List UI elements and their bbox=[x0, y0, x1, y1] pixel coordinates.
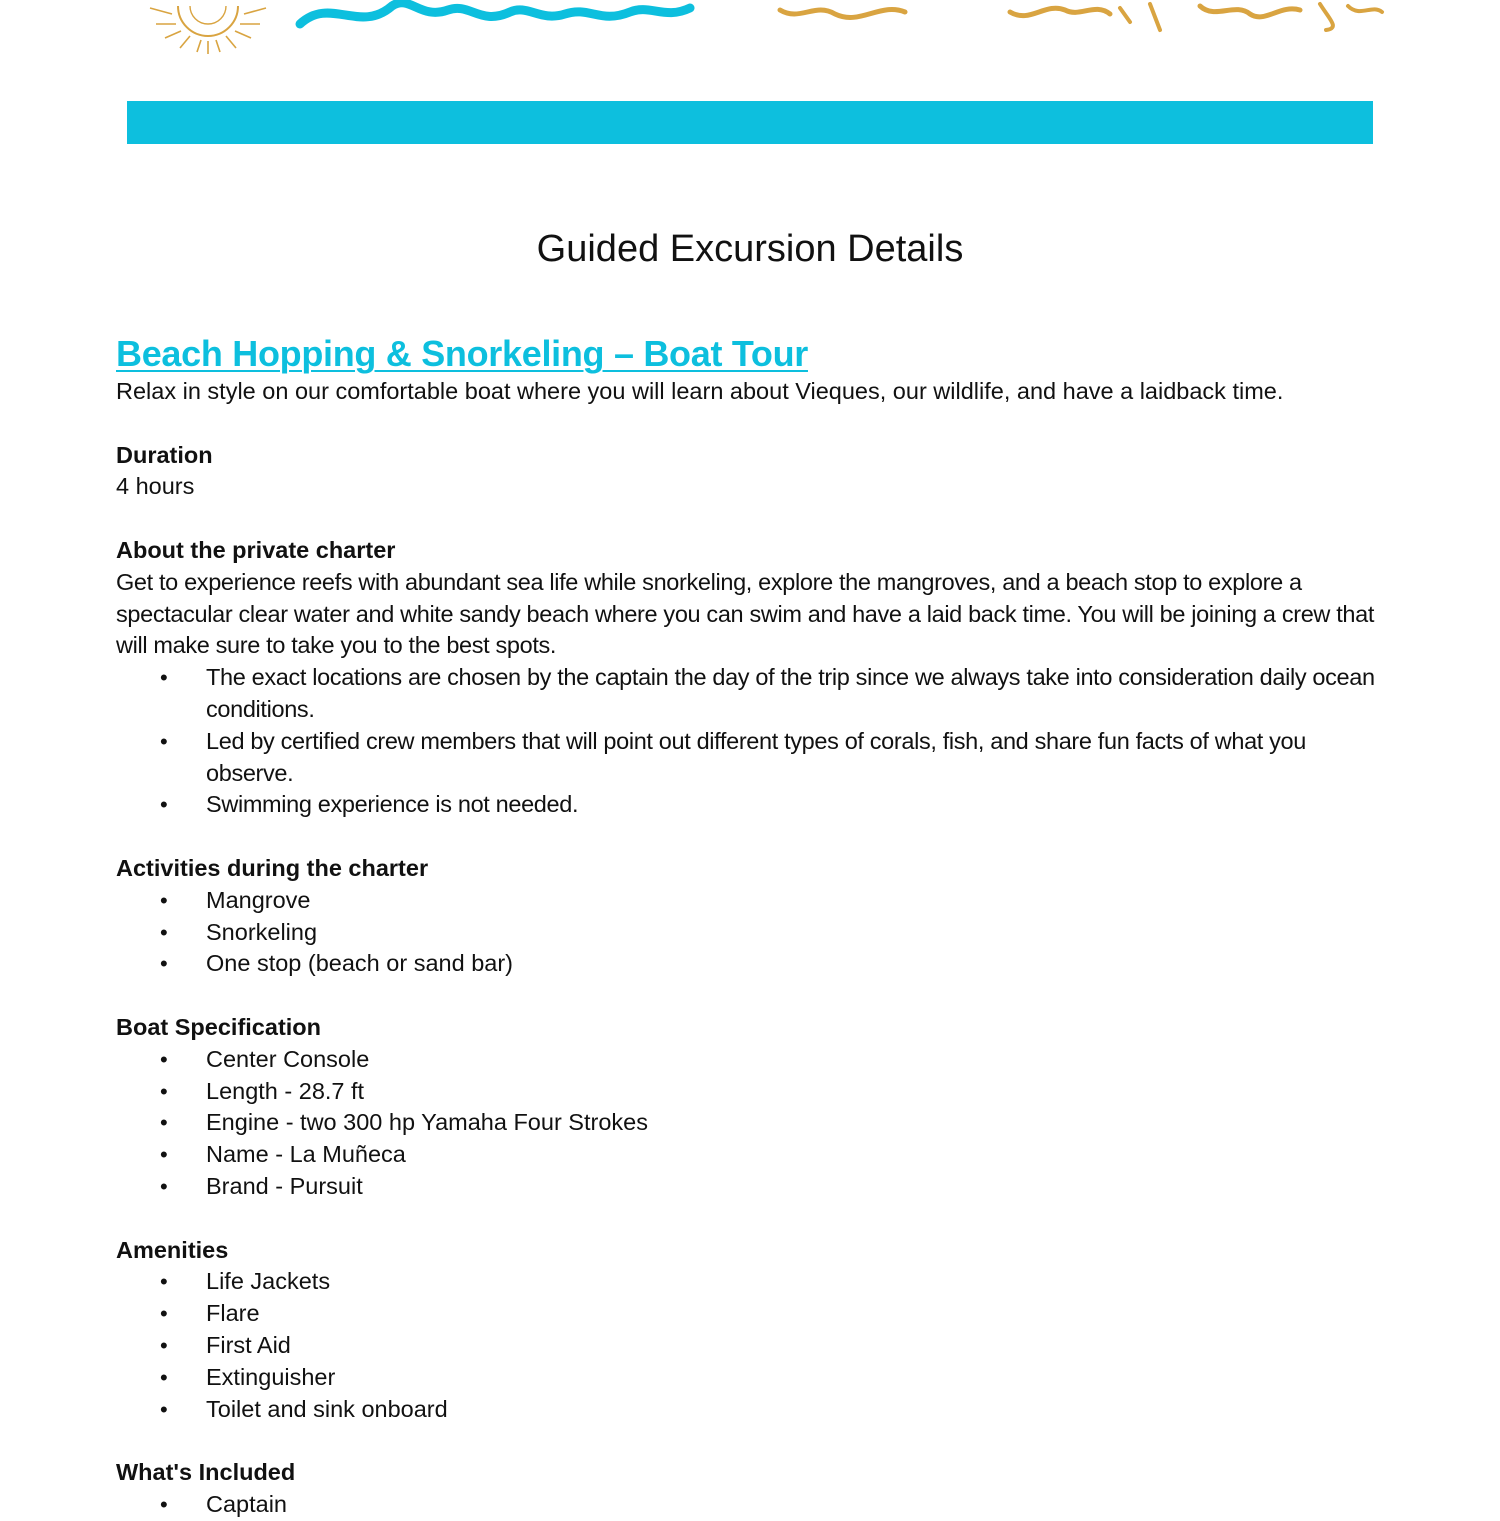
included-heading: What's Included bbox=[116, 1459, 296, 1486]
about-heading: About the private charter bbox=[116, 536, 396, 563]
duration-value: 4 hours bbox=[116, 473, 195, 500]
list-item: • Center Console bbox=[116, 1044, 1378, 1076]
duration-heading: Duration bbox=[116, 441, 213, 468]
list-item: • The exact locations are chosen by the captain the day of the trip since we always take into consideration daily ocean conditions. bbox=[116, 662, 1378, 726]
logo-header bbox=[0, 0, 1500, 60]
list-item: • First Aid bbox=[116, 1330, 1378, 1362]
about-text: Get to experience reefs with abundant sea life while snorkeling, explore the mangroves, and a beach stop to explore a spectacular clear water and white sandy beach where you can swim and have a laid back time. You will be joining a crew that will make sure to take you to the best spots. bbox=[116, 568, 1375, 659]
spacer bbox=[116, 503, 1378, 535]
list-item: • Mangrove bbox=[116, 885, 1378, 917]
list-item: • Toilet and sink onboard bbox=[116, 1394, 1378, 1426]
list-item: • Extinguisher bbox=[116, 1362, 1378, 1394]
logo-graphic bbox=[0, 0, 1500, 60]
logo-script-lettering bbox=[300, 3, 1382, 30]
list-item: • Captain bbox=[116, 1489, 1378, 1521]
spacer bbox=[116, 1203, 1378, 1235]
boat-spec-heading: Boat Specification bbox=[116, 1013, 322, 1040]
list-item: • Name - La Muñeca bbox=[116, 1139, 1378, 1171]
included-list bbox=[116, 1489, 1378, 1521]
spacer bbox=[116, 980, 1378, 1012]
amenities-heading: Amenities bbox=[116, 1236, 229, 1263]
spacer bbox=[116, 821, 1378, 853]
list-item: • Brand - Pursuit bbox=[116, 1171, 1378, 1203]
list-item: • Led by certified crew members that will point out different types of corals, fish, and share fun facts of what you observe. bbox=[116, 726, 1378, 790]
tour-title-link[interactable]: Beach Hopping & Snorkeling – Boat Tour bbox=[116, 333, 808, 374]
accent-banner-bar bbox=[127, 101, 1373, 144]
page-title: Guided Excursion Details bbox=[536, 228, 964, 270]
document-body bbox=[116, 332, 1378, 1521]
list-item: • Snorkeling bbox=[116, 917, 1378, 949]
list-item: • Life Jackets bbox=[116, 1266, 1378, 1298]
accent-bar-fill bbox=[127, 101, 1373, 144]
list-item: • Engine - two 300 hp Yamaha Four Strokes bbox=[116, 1107, 1378, 1139]
boat-spec-list bbox=[116, 1044, 1378, 1203]
spacer bbox=[116, 408, 1378, 440]
sun-icon bbox=[150, 6, 266, 54]
spacer bbox=[116, 1425, 1378, 1457]
list-item: • Swimming experience is not needed. bbox=[116, 789, 1378, 821]
about-list bbox=[116, 662, 1378, 821]
tour-intro: Relax in style on our comfortable boat where you will learn about Vieques, our wildlife, and have a laidback time. bbox=[116, 378, 1284, 404]
amenities-list bbox=[116, 1266, 1378, 1425]
activities-list bbox=[116, 885, 1378, 980]
activities-heading: Activities during the charter bbox=[116, 854, 429, 881]
list-item: • Length - 28.7 ft bbox=[116, 1076, 1378, 1108]
list-item: • One stop (beach or sand bar) bbox=[116, 948, 1378, 980]
list-item: • Flare bbox=[116, 1298, 1378, 1330]
